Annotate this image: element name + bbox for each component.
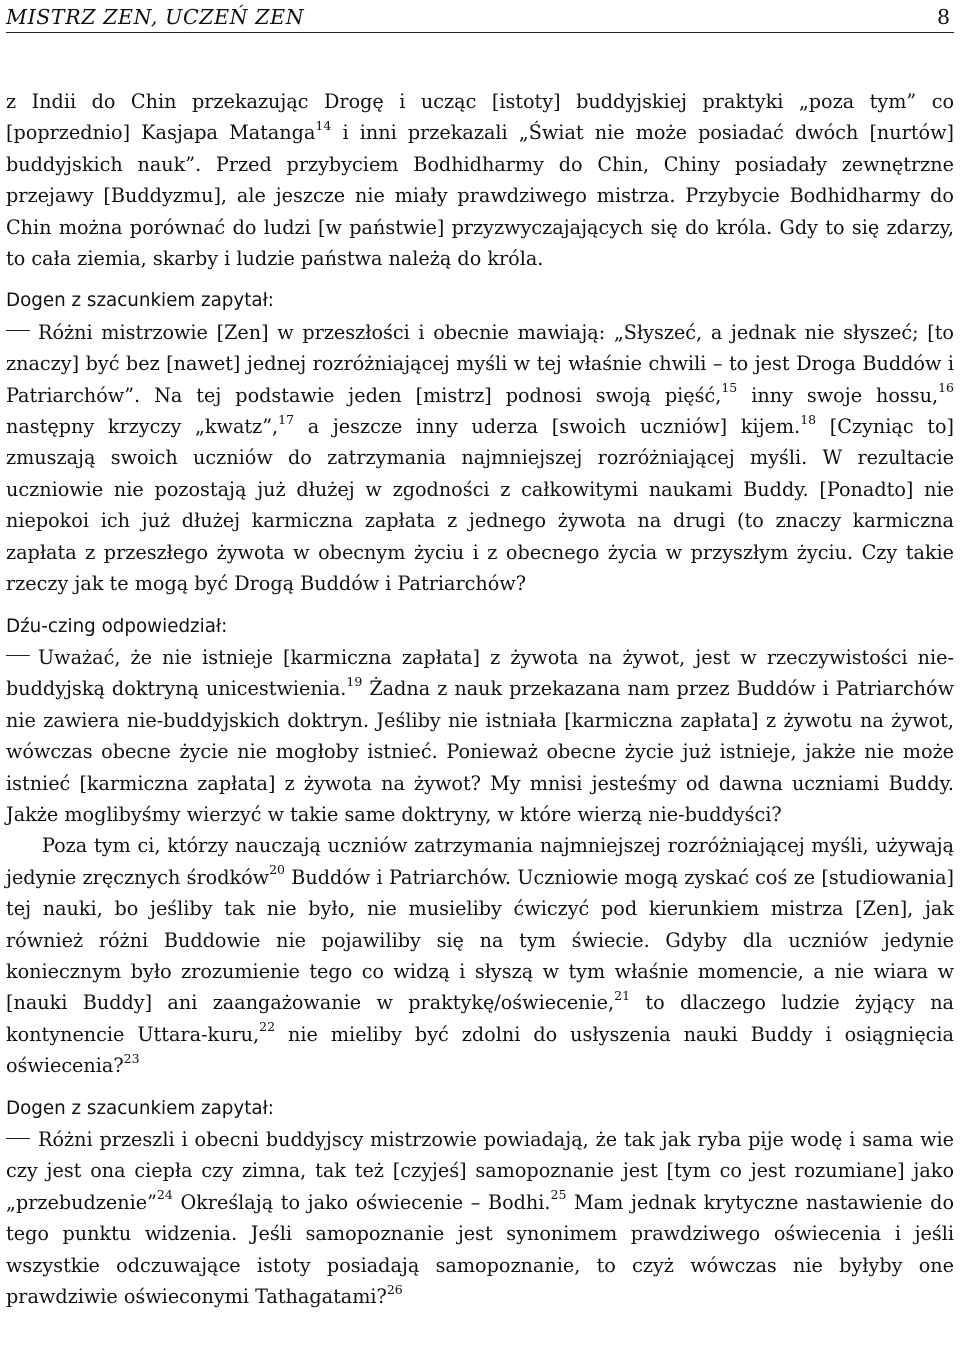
em-dash bbox=[6, 1138, 30, 1139]
speaker-line-dogen-2: Dogen z szacunkiem zapytał: bbox=[6, 1097, 274, 1119]
footnote-ref-19[interactable]: 19 bbox=[346, 673, 363, 689]
body-text bbox=[6, 86, 954, 1312]
em-dash bbox=[6, 330, 30, 331]
footnote-ref-17[interactable]: 17 bbox=[278, 411, 295, 427]
speaker-line-dogen: Dogen z szacunkiem zapytał: bbox=[6, 290, 274, 312]
footnote-ref-16[interactable]: 16 bbox=[938, 380, 954, 396]
text-run: a jeszcze inny uderza [swoich uczniów] kijem. bbox=[294, 415, 801, 439]
text-run: z Indii do Chin przekazując Drogę i ucząc [istoty] buddyjskiej praktyki „poza tym” co [poprzednio] Kasjapa Matanga bbox=[6, 90, 954, 145]
paragraph-1 bbox=[6, 86, 954, 274]
text-run: Określają to jako oświecenie – Bodhi. bbox=[172, 1190, 551, 1214]
text-run: Różni przeszli i obecni buddyjscy mistrzowie powiadają, że tak jak ryba pije wodę i sama wie czy jest ona ciepła czy zimna, tak też [czyjeś] samopoznanie jest [tym co jest rozumiane] jako „przebudzenie” bbox=[6, 1128, 954, 1214]
text-run: Poza tym ci, którzy nauczają uczniów zatrzymania najmniejszej rozróżniającej myśli, używają jedynie zręcznych środków bbox=[6, 834, 954, 889]
footnote-ref-25[interactable]: 25 bbox=[550, 1187, 567, 1203]
footnote-ref-14[interactable]: 14 bbox=[315, 118, 332, 134]
em-dash bbox=[6, 655, 30, 656]
text-run: [Czyniąc to] zmuszają swoich uczniów do zatrzymania najmniejszej rozróżniającej myśli. W rezultacie uczniowie nie pozostają już dłużej w zgodności z całkowitymi naukami Buddy. [Ponadto] nie niepokoi ich już dłużej karmiczna zapłata z jednego żywota na drugi (to znaczy karmiczna zapłata z przeszłego żywota w obecnym życiu i z obecnego życia w przyszłym życiu. Czy takie rzeczy jak te mogą być Drogą Buddów i Patriarchów? bbox=[6, 415, 955, 596]
speaker-line-dzu-czing: Dźu-czing odpowiedział: bbox=[6, 615, 228, 637]
footnote-ref-21[interactable]: 21 bbox=[614, 987, 631, 1003]
text-run: nie mieliby być zdolni do usłyszenia nauki Buddy i osiągnięcia oświecenia? bbox=[6, 1022, 954, 1078]
question-2 bbox=[6, 1124, 954, 1312]
text-run: to dlaczego ludzie żyjący na kontynencie Uttara-kuru, bbox=[6, 991, 954, 1046]
text-run: Mam jednak krytyczne nastawienie do tego punktu widzenia. Jeśli samopoznanie jest synonimem prawdziwego oświecenia i jeśli wszystkie odczuwające istoty posiadają samopoznanie, to czyż wówczas nie byłyby one prawdziwie oświeconymi Tathagatami? bbox=[6, 1190, 954, 1309]
page-number: 8 bbox=[936, 5, 950, 29]
answer-2 bbox=[6, 830, 954, 1081]
text-run: Żadna z nauk przekazana nam przez Buddów i Patriarchów nie zawiera nie-buddyjskich doktryn. Jeśliby nie istniała [karmiczna zapłata] z żywotu na żywot, wówczas obecne życie nie mogłoby istnieć. Ponieważ obecne życie już istnieje, jakże nie może istnieć [karmiczna zapłata] z żywota na żywot? My mnisi jesteśmy od dawna uczniami Buddy. Jakże moglibyśmy wierzyć w takie same doktryny, w które wierzą nie-buddyści? bbox=[6, 677, 954, 826]
question-1 bbox=[6, 317, 954, 600]
text-run: Buddów i Patriarchów. Uczniowie mogą zyskać coś ze [studiowania] tej nauki, bo jeśliby tak nie było, nie musieliby ćwiczyć pod kierunkiem mistrza [Zen], jak również różni Buddowie nie pojawiliby się na tym świecie. Gdyby dla uczniów jedynie koniecznym było zrozumienie tego co widzą i słyszą w tym właśnie momencie, a nie wiara w [nauki Buddy] ani zaangażowanie w praktykę/oświecenie, bbox=[6, 865, 954, 1015]
footnote-ref-18[interactable]: 18 bbox=[800, 411, 817, 427]
footnote-ref-23[interactable]: 23 bbox=[123, 1050, 140, 1066]
page-header bbox=[6, 4, 954, 33]
text-run: Uważać, że nie istnieje [karmiczna zapłata] z żywota na żywot, jest w rzeczywistości nie-buddyjską doktryną unicestwienia. bbox=[6, 645, 954, 701]
text-run: i inni przekazali „Świat nie może posiadać dwóch [nurtów] buddyjskich nauk”. Przed przybyciem Bodhidharmy do Chin, Chiny posiadały zewnętrzne przejawy [Buddyzmu], ale jeszcze nie miały prawdziwego mistrza. Przybycie Bodhidharmy do Chin można porównać do ludzi [w państwie] przyzwyczajających się do króla. Gdy to się zdarzy, to cała ziemia, skarby i ludzie państwa należą do króla. bbox=[6, 121, 954, 271]
footnote-ref-26[interactable]: 26 bbox=[386, 1281, 403, 1297]
running-title: MISTRZ ZEN, UCZEŃ ZEN bbox=[6, 5, 305, 29]
answer-1 bbox=[6, 642, 954, 830]
footnote-ref-20[interactable]: 20 bbox=[269, 862, 285, 878]
text-run: inny swoje hossu, bbox=[737, 383, 939, 407]
text-run: Różni mistrzowie [Zen] w przeszłości i obecnie mawiają: „Słyszeć, a jednak nie słyszeć; [to znaczy] być bez [nawet] jednej rozróżniającej myśli w tej właśnie chwili – to jest Droga Buddów i Patriarchów”. Na tej podstawie jeden [mistrz] podnosi swoją pięść, bbox=[6, 320, 954, 407]
text-run: następny krzyczy „kwatz”, bbox=[6, 415, 279, 439]
footnote-ref-15[interactable]: 15 bbox=[721, 380, 738, 396]
footnote-ref-22[interactable]: 22 bbox=[259, 1019, 276, 1035]
footnote-ref-24[interactable]: 24 bbox=[156, 1187, 173, 1203]
